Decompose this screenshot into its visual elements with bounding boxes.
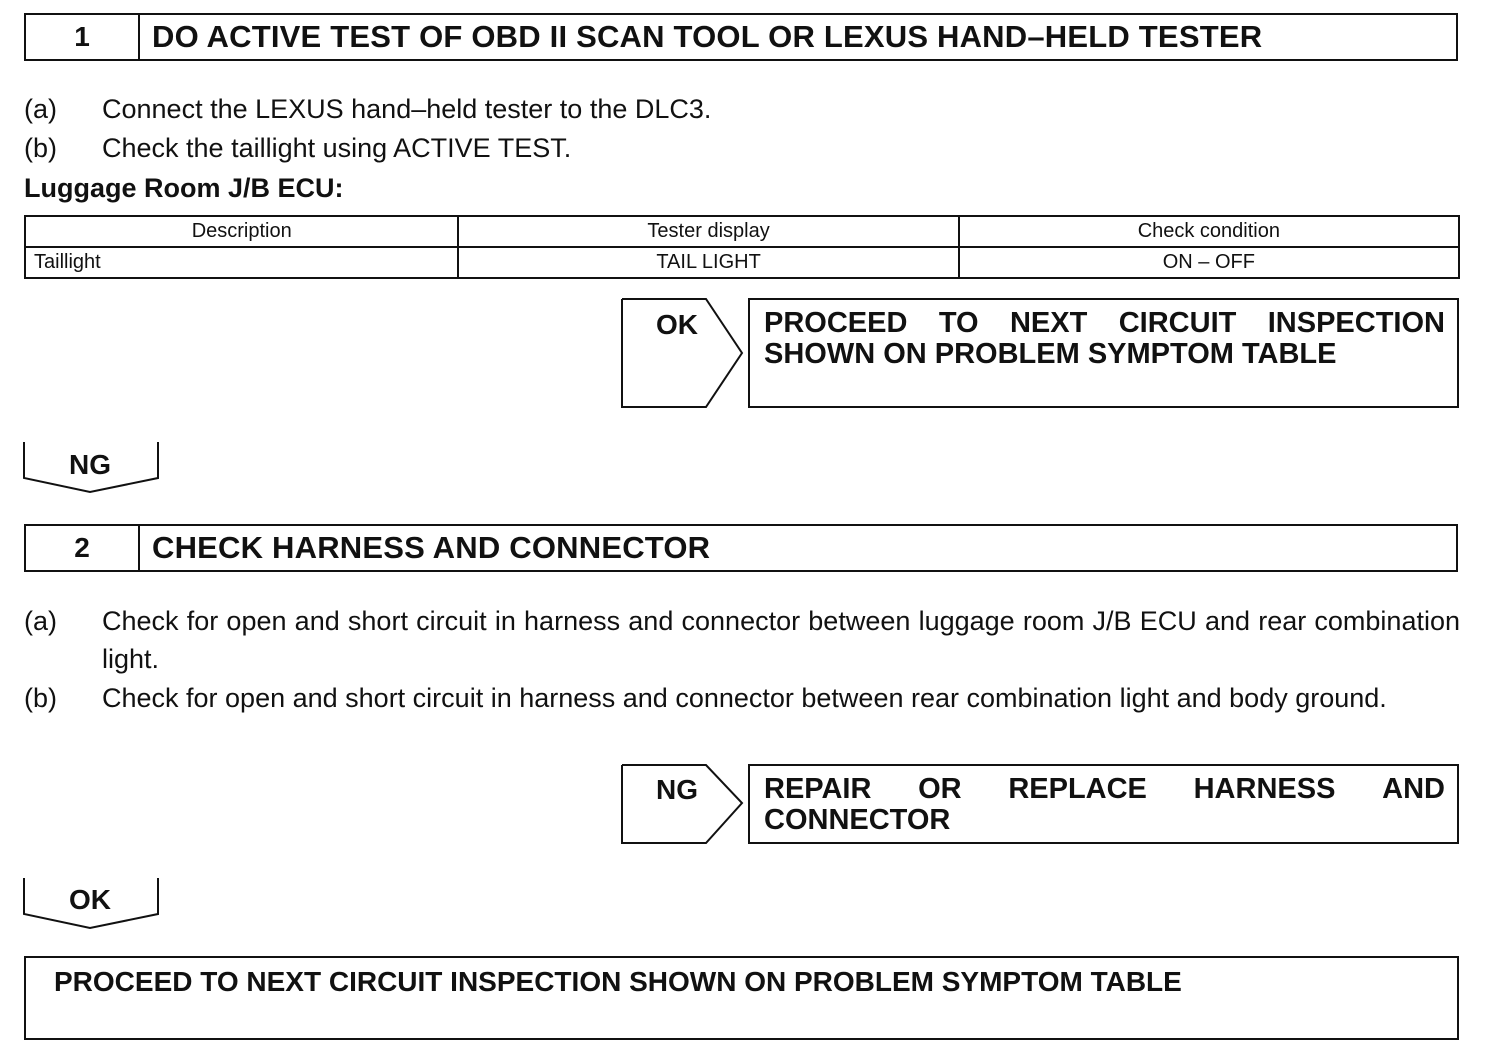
final-result-box — [24, 956, 1459, 1040]
result-word: PROCEED — [764, 307, 908, 339]
step-2-instruction-b — [24, 679, 1460, 717]
ng-result-line-1 — [764, 774, 1445, 805]
step-1-instruction-a — [24, 90, 1460, 128]
step-2-number: 2 — [26, 526, 140, 570]
step-2-title: CHECK HARNESS AND CONNECTOR — [152, 530, 711, 565]
ok-result-line-2: SHOWN ON PROBLEM SYMPTOM TABLE — [764, 338, 1337, 370]
table-cell-tester-display: TAIL LIGHT — [458, 247, 958, 278]
ok-arrow-label: OK — [656, 309, 698, 340]
result-word: REPLACE — [1008, 773, 1147, 805]
ok-down-label: OK — [69, 884, 111, 915]
result-word: TO — [938, 307, 979, 339]
table-cell-description: Taillight — [25, 247, 458, 278]
instruction-label: (b) — [24, 133, 57, 163]
step-2-instruction-a — [24, 602, 1460, 678]
table-cell-check-condition: ON – OFF — [959, 247, 1459, 278]
step-1-header — [24, 13, 1458, 61]
ecu-subheading: Luggage Room J/B ECU: — [24, 173, 344, 203]
step-1-number: 1 — [26, 15, 140, 59]
step-1-title: DO ACTIVE TEST OF OBD II SCAN TOOL OR LEXUS HAND–HELD TESTER — [152, 19, 1263, 54]
result-word: HARNESS — [1193, 773, 1336, 805]
table-header-row — [25, 216, 1459, 247]
active-test-table — [24, 215, 1460, 279]
instruction-text: Connect the LEXUS hand–held tester to the DLC3. — [102, 94, 712, 124]
table-header-check-condition: Check condition — [959, 216, 1459, 247]
instruction-label: (b) — [24, 683, 57, 713]
table-row — [25, 247, 1459, 278]
result-word: AND — [1382, 773, 1445, 805]
result-word: INSPECTION — [1267, 307, 1445, 339]
step-2-header — [24, 524, 1458, 572]
result-word: CIRCUIT — [1118, 307, 1237, 339]
step-1-instruction-b — [24, 129, 1460, 167]
table-header-tester-display: Tester display — [458, 216, 958, 247]
ng-down-label: NG — [69, 449, 111, 480]
result-word: REPAIR — [764, 773, 872, 805]
ng-arrow-label: NG — [656, 774, 698, 805]
instruction-text: Check for open and short circuit in harness and connector between rear combination light and body ground. — [102, 683, 1387, 713]
ng-result-line-2: CONNECTOR — [764, 804, 951, 836]
result-word: NEXT — [1009, 307, 1088, 339]
final-result-text: PROCEED TO NEXT CIRCUIT INSPECTION SHOWN ON PROBLEM SYMPTOM TABLE — [54, 966, 1182, 997]
table-header-description: Description — [25, 216, 458, 247]
ok-result-box — [748, 298, 1459, 408]
result-word: OR — [918, 773, 962, 805]
instruction-label: (a) — [24, 94, 57, 124]
instruction-text: Check for open and short circuit in harness and connector between luggage room J/B ECU and rear combination light. — [102, 606, 1460, 674]
ng-result-box — [748, 764, 1459, 844]
instruction-text: Check the taillight using ACTIVE TEST. — [102, 133, 572, 163]
ok-result-line-1 — [764, 308, 1445, 339]
instruction-label: (a) — [24, 606, 57, 636]
